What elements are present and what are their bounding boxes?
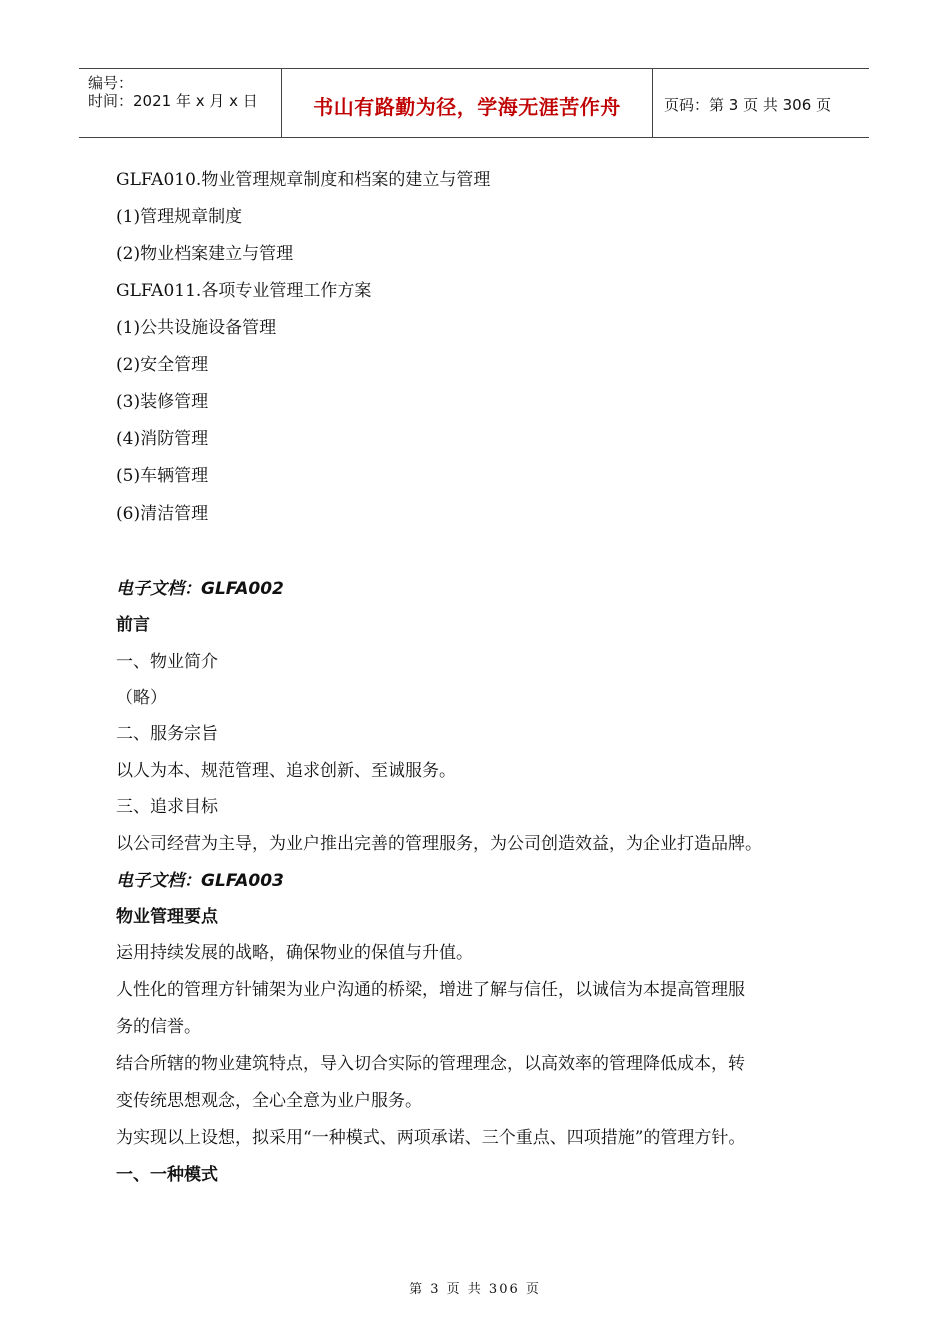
paragraph: 变传统思想观念，全心全意为业户服务。	[116, 1091, 422, 1111]
paragraph: 一、物业简介	[116, 652, 218, 672]
paragraph: 运用持续发展的战略，确保物业的保值与升值。	[116, 943, 473, 963]
section-title: 前言	[116, 615, 150, 635]
paragraph: 以公司经营为主导，为业户推出完善的管理服务，为公司创造效益，为企业打造品牌。	[116, 834, 762, 854]
section-heading: GLFA010.物业管理规章制度和档案的建立与管理	[116, 170, 491, 190]
paragraph: 人性化的管理方针铺架为业户沟通的桥梁，增进了解与信任，以诚信为本提高管理服	[116, 980, 745, 1000]
paragraph: 三、追求目标	[116, 797, 218, 817]
paragraph: （略）	[116, 688, 167, 708]
section-heading: GLFA011.各项专业管理工作方案	[116, 281, 372, 301]
section-title: 物业管理要点	[116, 907, 218, 927]
header-motto-cell	[282, 69, 653, 137]
list-item: (2)安全管理	[116, 355, 209, 375]
header-meta-cell	[79, 69, 282, 137]
page-number-label: 页码：第 3 页 共 306 页	[664, 96, 832, 114]
paragraph: 务的信誉。	[116, 1017, 201, 1037]
list-item: (1)管理规章制度	[116, 207, 243, 227]
list-item: (2)物业档案建立与管理	[116, 244, 294, 264]
page-footer: 第 3 页 共 306 页	[409, 1282, 541, 1297]
paragraph: 二、服务宗旨	[116, 724, 218, 744]
number-label: 编号：	[88, 74, 134, 92]
header-page-cell	[653, 69, 869, 137]
list-item: (3)装修管理	[116, 392, 209, 412]
list-item: (6)清洁管理	[116, 504, 209, 524]
paragraph: 以人为本、规范管理、追求创新、至诚服务。	[116, 761, 456, 781]
list-item: (5)车辆管理	[116, 466, 209, 486]
page-header	[79, 68, 869, 138]
paragraph: 结合所辖的物业建筑特点，导入切合实际的管理理念，以高效率的管理降低成本，转	[116, 1054, 745, 1074]
paragraph: 为实现以上设想，拟采用“一种模式、两项承诺、三个重点、四项措施”的管理方针。	[116, 1128, 746, 1148]
doc-code-heading: 电子文档：GLFA003	[116, 871, 284, 891]
motto-text: 书山有路勤为径，学海无涯苦作舟	[313, 95, 621, 119]
list-item: (1)公共设施设备管理	[116, 318, 277, 338]
list-item: (4)消防管理	[116, 429, 209, 449]
section-title: 一、一种模式	[116, 1165, 218, 1185]
date-label: 时间：2021 年 x 月 x 日	[88, 92, 258, 110]
doc-code-heading: 电子文档：GLFA002	[116, 579, 284, 599]
